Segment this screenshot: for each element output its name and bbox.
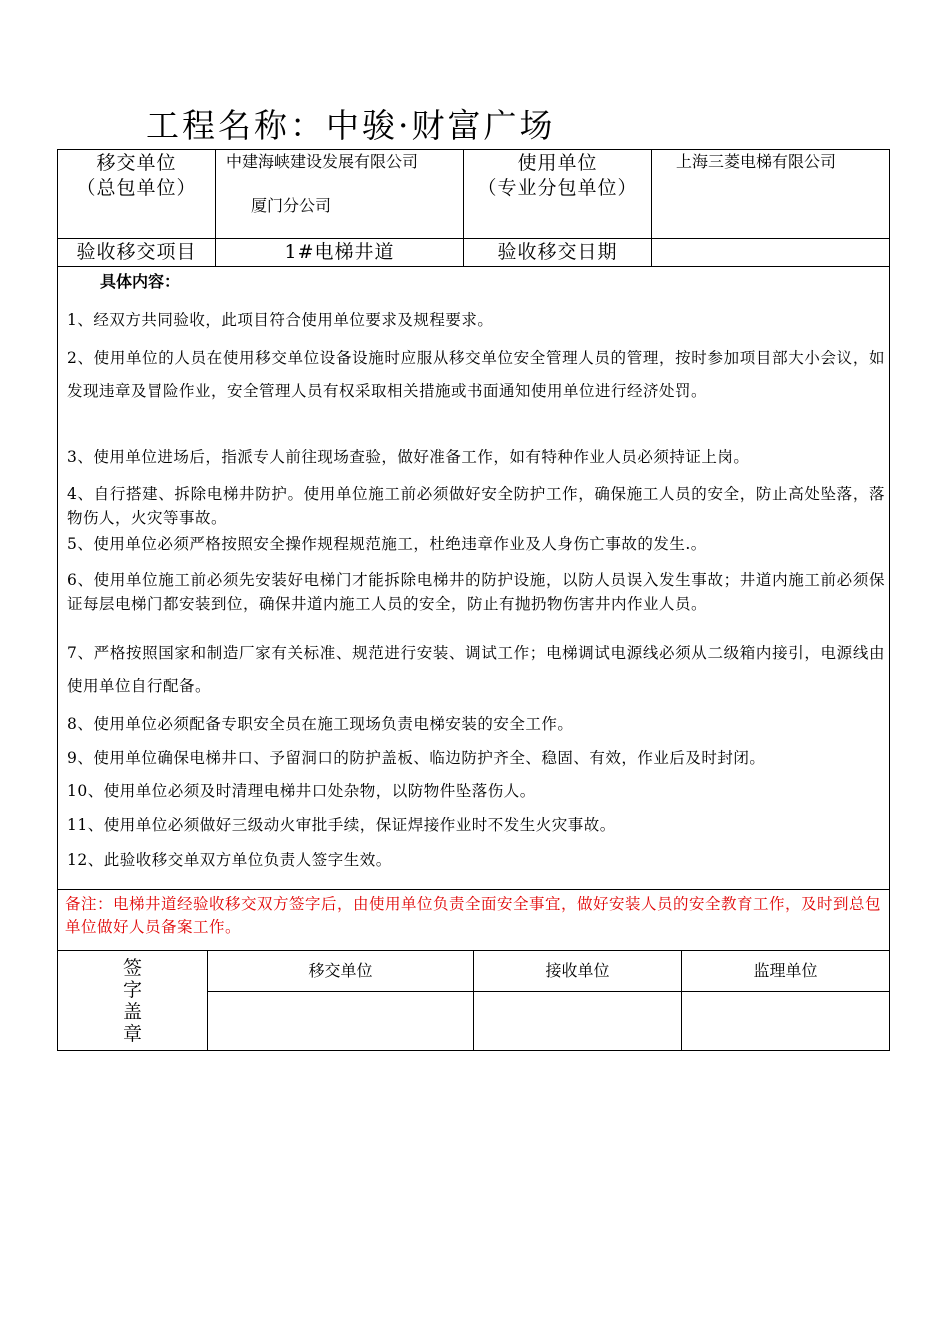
handover-unit-label-line1: 移交单位 [96, 152, 177, 174]
content-item-1: 1、经双方共同验收，此项目符合使用单位要求及规程要求。 [67, 311, 494, 329]
content-item-2: 2、使用单位的人员在使用移交单位设备设施时应服从移交单位安全管理人员的管理，按时参加项目部大小会议，如发现违章及冒险作业，安全管理人员有权采取相关措施或书面通知使用单位进行经济处罚。 [67, 349, 885, 400]
item-row [58, 239, 889, 267]
note-row [58, 890, 889, 951]
content-item-8: 8、使用单位必须配备专职安全员在施工现场负责电梯安装的安全工作。 [67, 715, 574, 733]
content-item-9: 9、使用单位确保电梯井口、予留洞口的防护盖板、临边防护齐全、稳固、有效，作业后及时封闭。 [67, 749, 766, 767]
document-title: 工程名称：中骏·财富广场 [146, 106, 556, 145]
signature-seal-label [58, 951, 208, 1050]
handover-unit-signature-box[interactable] [208, 992, 474, 1050]
sign-label-char: 章 [122, 1022, 142, 1045]
sign-label-char: 字 [122, 978, 142, 1001]
content-item-3: 3、使用单位进场后，指派专人前往现场查验，做好准备工作，如有特种作业人员必须持证上岗。 [67, 448, 750, 466]
signature-grid [208, 951, 889, 1050]
units-row [58, 150, 889, 239]
content-item-11: 11、使用单位必须做好三级动火审批手续，保证焊接作业时不发生火灾事故。 [67, 816, 616, 834]
user-unit-name: 上海三菱电梯有限公司 [676, 152, 837, 171]
signature-row [58, 951, 889, 1050]
user-unit-value [652, 150, 889, 238]
sign-col-receiving-unit: 接收单位 [474, 951, 682, 992]
content-item-5: 5、使用单位必须严格按照安全操作规程规范施工，杜绝违章作业及人身伤亡事故的发生.。 [67, 535, 707, 553]
sign-col-handover-unit: 移交单位 [208, 951, 474, 992]
handover-unit-branch: 厦门分公司 [251, 196, 332, 215]
content-row [58, 267, 889, 890]
handover-unit-label [58, 150, 216, 238]
handover-unit-label-line2: （总包单位） [76, 177, 197, 199]
item-value: 1#电梯井道 [216, 239, 464, 266]
item-label: 验收移交项目 [58, 239, 216, 266]
sign-label-char: 签 [122, 956, 142, 979]
content-item-4: 4、自行搭建、拆除电梯井防护。使用单位施工前必须做好安全防护工作，确保施工人员的安全，防止高处坠落，落物伤人，火灾等事故。 [67, 485, 885, 527]
user-unit-label-line1: 使用单位 [517, 152, 598, 174]
sign-col-supervision-unit: 监理单位 [682, 951, 889, 992]
content-title: 具体内容： [100, 272, 181, 291]
date-value [652, 239, 889, 266]
handover-unit-name: 中建海峡建设发展有限公司 [226, 152, 419, 171]
safety-note: 备注：电梯井道经验收移交双方签字后，由使用单位负责全面安全事宜，做好安装人员的安全教育工作，及时到总包单位做好人员备案工作。 [65, 895, 882, 936]
receiving-unit-signature-box[interactable] [474, 992, 682, 1050]
content-item-10: 10、使用单位必须及时清理电梯井口处杂物，以防物件坠落伤人。 [67, 782, 536, 800]
sign-label-char: 盖 [122, 1000, 142, 1023]
handover-unit-value [216, 150, 464, 238]
handover-form-table [57, 149, 890, 1051]
content-item-12: 12、此验收移交单双方单位负责人签字生效。 [67, 851, 392, 869]
content-item-7: 7、严格按照国家和制造厂家有关标准、规范进行安装、调试工作；电梯调试电源线必须从二级箱内接引，电源线由使用单位自行配备。 [67, 644, 885, 695]
user-unit-label [464, 150, 652, 238]
user-unit-label-line2: （专业分包单位） [477, 177, 638, 199]
supervision-unit-signature-box[interactable] [682, 992, 889, 1050]
date-label: 验收移交日期 [464, 239, 652, 266]
content-item-6: 6、使用单位施工前必须先安装好电梯门才能拆除电梯井的防护设施，以防人员误入发生事故；井道内施工前必须保证每层电梯门都安装到位，确保井道内施工人员的安全，防止有抛扔物伤害井内作业人员。 [67, 571, 885, 613]
